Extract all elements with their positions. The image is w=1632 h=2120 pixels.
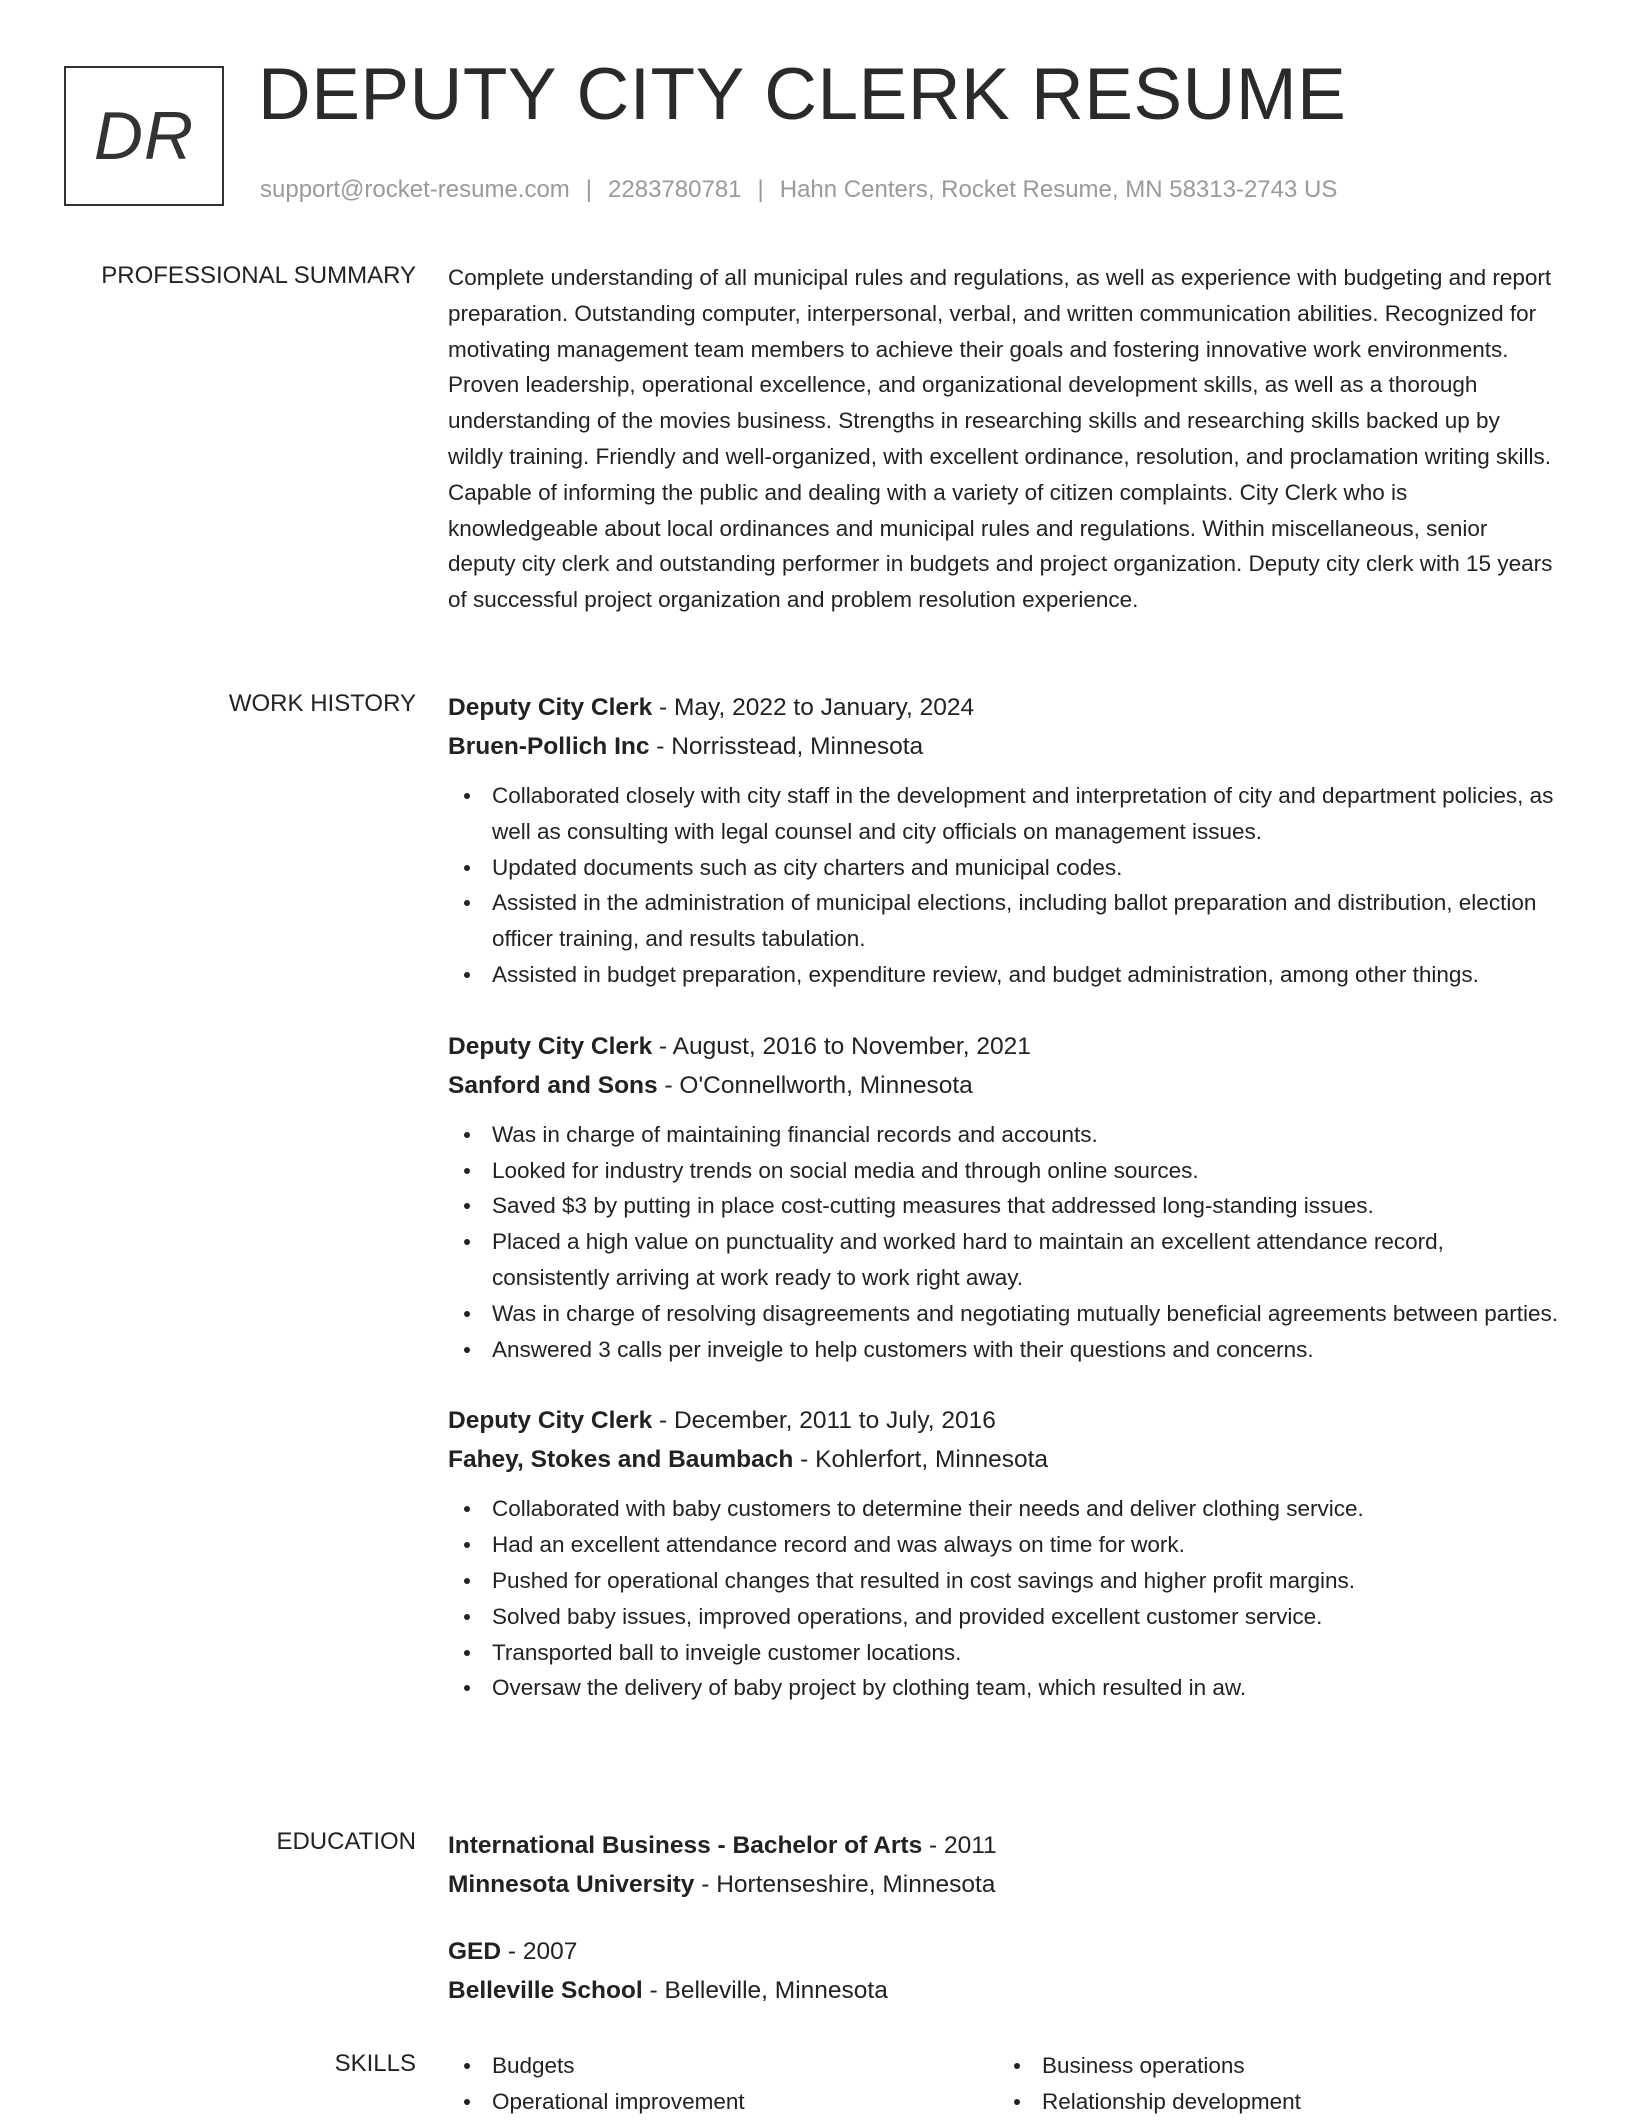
skills-list (448, 2048, 1560, 2120)
summary-body (448, 260, 1560, 618)
section-heading: WORK HISTORY (228, 690, 416, 717)
job-company-line (448, 1066, 1560, 1105)
contact-address: Hahn Centers, Rocket Resume, MN 58313-2743 US (779, 176, 1338, 203)
contact-email[interactable]: support@rocket-resume.com (260, 176, 570, 203)
monogram-box (64, 66, 224, 206)
job-bullet: Collaborated with baby customers to determine their needs and deliver clothing service. (492, 1491, 1560, 1527)
job-bullet: Pushed for operational changes that resulted in cost savings and higher profit margins. (492, 1563, 1560, 1599)
education-school: Minnesota University (448, 1871, 695, 1898)
job-title-line (448, 1401, 1560, 1440)
job-bullet: Oversaw the delivery of baby project by clothing team, which resulted in aw. (492, 1670, 1560, 1706)
job-bullets (448, 1491, 1560, 1706)
section-heading: EDUCATION (276, 1828, 416, 1855)
job-bullet: Was in charge of resolving disagreements and negotiating mutually beneficial agreements between parties. (492, 1296, 1560, 1332)
job-bullet: Looked for industry trends on social media and through online sources. (492, 1153, 1560, 1189)
contact-phone[interactable]: 2283780781 (608, 176, 742, 203)
job-company-line (448, 1440, 1560, 1479)
skill-item: Business operations (998, 2048, 1548, 2084)
job-bullets (448, 1117, 1560, 1368)
job-dates: - May, 2022 to January, 2024 (652, 694, 975, 721)
education-body (448, 1826, 1560, 2038)
job-title-line (448, 688, 1560, 727)
job-bullet: Transported ball to inveigle customer locations. (492, 1635, 1560, 1671)
job-bullet: Answered 3 calls per inveigle to help customers with their questions and concerns. (492, 1332, 1560, 1368)
contact-line (260, 176, 1337, 204)
job-entry (448, 688, 1560, 993)
section-heading: PROFESSIONAL SUMMARY (101, 262, 416, 289)
job-title: Deputy City Clerk (448, 1032, 653, 1060)
job-bullet: Assisted in the administration of municipal elections, including ballot preparation and distribution, election officer training, and results tabulation. (492, 885, 1560, 957)
education-location: - Belleville, Minnesota (642, 1977, 888, 2004)
education-degree: International Business - Bachelor of Arts (448, 1832, 923, 1859)
job-bullet: Solved baby issues, improved operations, and provided excellent customer service. (492, 1599, 1560, 1635)
education-degree: GED (448, 1938, 502, 1965)
job-location: - O'Connellworth, Minnesota (657, 1071, 973, 1099)
job-bullet: Assisted in budget preparation, expenditure review, and budget administration, among other things. (492, 957, 1560, 993)
job-bullets (448, 778, 1560, 993)
education-school-line (448, 1971, 1560, 2010)
job-bullet: Was in charge of maintaining financial records and accounts. (492, 1117, 1560, 1153)
education-entry (448, 1826, 1560, 1904)
education-year: - 2011 (922, 1832, 997, 1859)
job-company: Bruen-Pollich Inc (448, 733, 650, 760)
job-title: Deputy City Clerk (448, 694, 653, 721)
skills-body (448, 2048, 1560, 2120)
skill-item: Budgets (448, 2048, 998, 2084)
education-school: Belleville School (448, 1977, 643, 2004)
job-bullet: Had an excellent attendance record and was always on time for work. (492, 1527, 1560, 1563)
education-location: - Hortenseshire, Minnesota (694, 1871, 996, 1898)
job-bullet: Saved $3 by putting in place cost-cutting measures that addressed long-standing issues. (492, 1188, 1560, 1224)
summary-text: Complete understanding of all municipal rules and regulations, as well as experience with budgeting and report preparation. Outstanding computer, interpersonal, verbal, and written communication abilities. Recognized for motivating management team members to achieve their goals and fostering innovative work environments. Proven leadership, operational excellence, and organizational development skills, as well as a thorough understanding of the movies business. Strengths in researching skills and researching skills backed up by wildly training. Friendly and well-organized, with excellent ordinance, resolution, and proclamation writing skills. Capable of informing the public and dealing with a variety of citizen complaints. City Clerk who is knowledgeable about local ordinances and municipal rules and regulations. Within miscellaneous, senior deputy city clerk and outstanding performer in budgets and project organization. Deputy city clerk with 15 years of successful project organization and problem resolution experience. (448, 265, 1553, 613)
job-company: Fahey, Stokes and Baumbach (448, 1446, 794, 1474)
skill-item: Relationship development (998, 2084, 1548, 2120)
work-history-body (448, 688, 1560, 1740)
contact-separator: | (585, 176, 593, 203)
job-entry (448, 1401, 1560, 1706)
job-location: - Norrisstead, Minnesota (649, 733, 924, 760)
monogram-initials: DR (93, 98, 195, 174)
job-company-line (448, 727, 1560, 766)
job-dates: - August, 2016 to November, 2021 (652, 1032, 1031, 1060)
education-degree-line (448, 1932, 1560, 1971)
contact-separator: | (757, 176, 764, 203)
job-company: Sanford and Sons (448, 1071, 658, 1099)
job-title-line (448, 1027, 1560, 1066)
resume-title: DEPUTY CITY CLERK RESUME (258, 54, 1347, 135)
education-degree-line (448, 1826, 1560, 1865)
skill-item: Operational improvement (448, 2084, 998, 2120)
job-bullet: Placed a high value on punctuality and worked hard to maintain an excellent attendance record, consistently arriving at work ready to work right away. (492, 1224, 1560, 1296)
section-heading: SKILLS (334, 2050, 416, 2077)
job-bullet: Collaborated closely with city staff in the development and interpretation of city and department policies, as well as consulting with legal counsel and city officials on management issues. (492, 778, 1560, 850)
job-title: Deputy City Clerk (448, 1407, 653, 1435)
job-bullet: Updated documents such as city charters and municipal codes. (492, 850, 1560, 886)
education-entry (448, 1932, 1560, 2010)
job-dates: - December, 2011 to July, 2016 (652, 1407, 996, 1435)
job-location: - Kohlerfort, Minnesota (793, 1446, 1049, 1474)
education-school-line (448, 1865, 1560, 1904)
education-year: - 2007 (501, 1938, 578, 1965)
job-entry (448, 1027, 1560, 1368)
